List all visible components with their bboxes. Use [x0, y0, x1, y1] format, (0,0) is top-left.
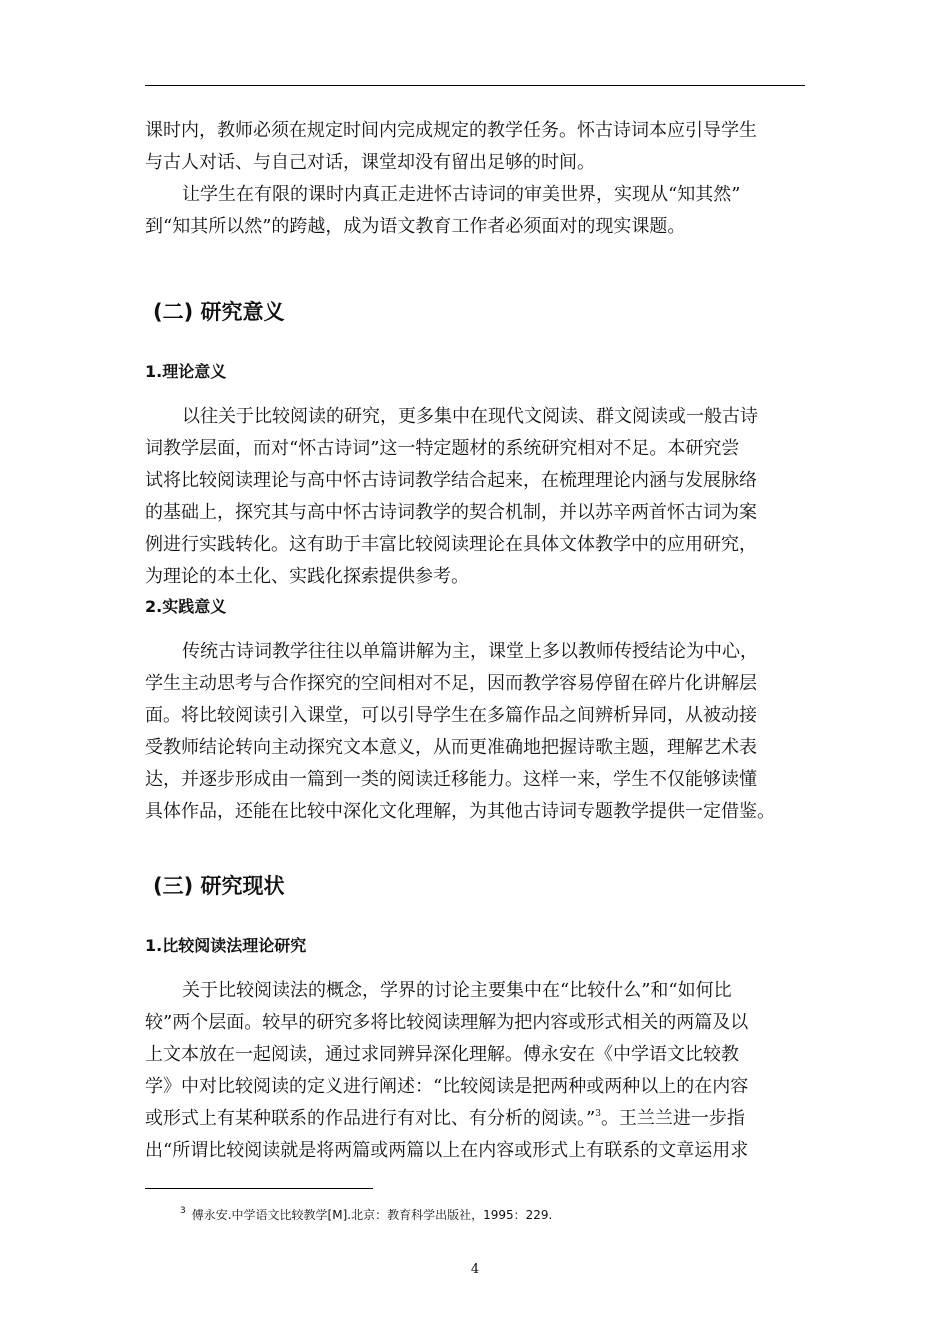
- text-line: 受教师结论转向主动探究文本意义，从而更准确地把握诗歌主题，理解艺术表: [145, 737, 757, 758]
- text-line: 关于比较阅读法的概念，学界的讨论主要集中在“比较什么”和“如何比: [182, 980, 732, 1001]
- text-line: 达，并逐步形成由一篇到一类的阅读迁移能力。这样一来，学生不仅能够读懂: [145, 769, 757, 790]
- footnote: [180, 1206, 552, 1223]
- text-line: 例进行实践转化。这有助于丰富比较阅读理论在具体文体教学中的应用研究，: [145, 534, 757, 555]
- subheading-comparative-reading-theory: 1.比较阅读法理论研究: [145, 936, 307, 955]
- subheading-practical-significance: 2.实践意义: [145, 597, 227, 616]
- text-line: 的基础上，探究其与高中怀古诗词教学的契合机制，并以苏辛两首怀古词为案: [145, 502, 757, 523]
- paragraph-practical: [145, 636, 810, 828]
- footnote-reference[interactable]: 3: [595, 1109, 601, 1119]
- text-line: 出“所谓比较阅读就是将两篇或两篇以上在内容或形式上有联系的文章运用求: [145, 1140, 749, 1161]
- text-line: 为理论的本土化、实践化探索提供参考。: [145, 566, 469, 587]
- text-line: 以往关于比较阅读的研究，更多集中在现代文阅读、群文阅读或一般古诗: [182, 406, 758, 427]
- text-line: 传统古诗词教学往往以单篇讲解为主，课堂上多以教师传授结论为中心，: [182, 641, 758, 662]
- text-line: 与古人对话、与自己对话，课堂却没有留出足够的时间。: [145, 152, 595, 173]
- text-line: 到“知其所以然”的跨越，成为语文教育工作者必须面对的现实课题。: [145, 216, 686, 237]
- text-line: 具体作品，还能在比较中深化文化理解，为其他古诗词专题教学提供一定借鉴。: [145, 801, 775, 822]
- paragraph-continued: [145, 115, 810, 179]
- text-line: 上文本放在一起阅读，通过求同辨异深化理解。傅永安在《中学语文比较教: [145, 1044, 739, 1065]
- page-number: 4: [470, 1262, 480, 1277]
- text-segment: 或形式上有某种联系的作品进行有对比、有分析的阅读。”: [145, 1108, 596, 1129]
- text-line: 学》中对比较阅读的定义进行阐述：“比较阅读是把两种或两种以上的在内容: [145, 1076, 749, 1097]
- paragraph-comparative-reading: [145, 975, 810, 1167]
- text-line: 面。将比较阅读引入课堂，可以引导学生在多篇作品之间辨析异同，从被动接: [145, 705, 757, 726]
- section-heading-research-significance: (二) 研究意义: [153, 300, 285, 324]
- text-line: 较”两个层面。较早的研究多将比较阅读理解为把内容或形式相关的两篇及以: [145, 1012, 749, 1033]
- footnote-mark: 3: [180, 1206, 186, 1216]
- text-line: [145, 1103, 810, 1135]
- header-rule: [145, 85, 805, 86]
- text-line: 试将比较阅读理论与高中怀古诗词教学结合起来，在梳理理论内涵与发展脉络: [145, 470, 757, 491]
- page-body: [145, 115, 810, 1167]
- footnote-text: 傅永安.中学语文比较教学[M].北京：教育科学出版社，1995：229.: [191, 1208, 553, 1222]
- subheading-theoretical-significance: 1.理论意义: [145, 362, 227, 381]
- footnote-separator: [145, 1188, 373, 1189]
- text-line: 课时内，教师必须在规定时间内完成规定的教学任务。怀古诗词本应引导学生: [145, 120, 757, 141]
- text-segment: 。王兰兰进一步指: [600, 1108, 745, 1129]
- text-line: 学生主动思考与合作探究的空间相对不足，因而教学容易停留在碎片化讲解层: [145, 673, 757, 694]
- paragraph: [145, 179, 810, 243]
- text-line: 词教学层面，而对“怀古诗词”这一特定题材的系统研究相对不足。本研究尝: [145, 438, 740, 459]
- paragraph-theoretical: [145, 401, 810, 593]
- section-heading-research-status: (三) 研究现状: [153, 874, 285, 898]
- text-line: 让学生在有限的课时内真正走进怀古诗词的审美世界，实现从“知其然”: [182, 184, 741, 205]
